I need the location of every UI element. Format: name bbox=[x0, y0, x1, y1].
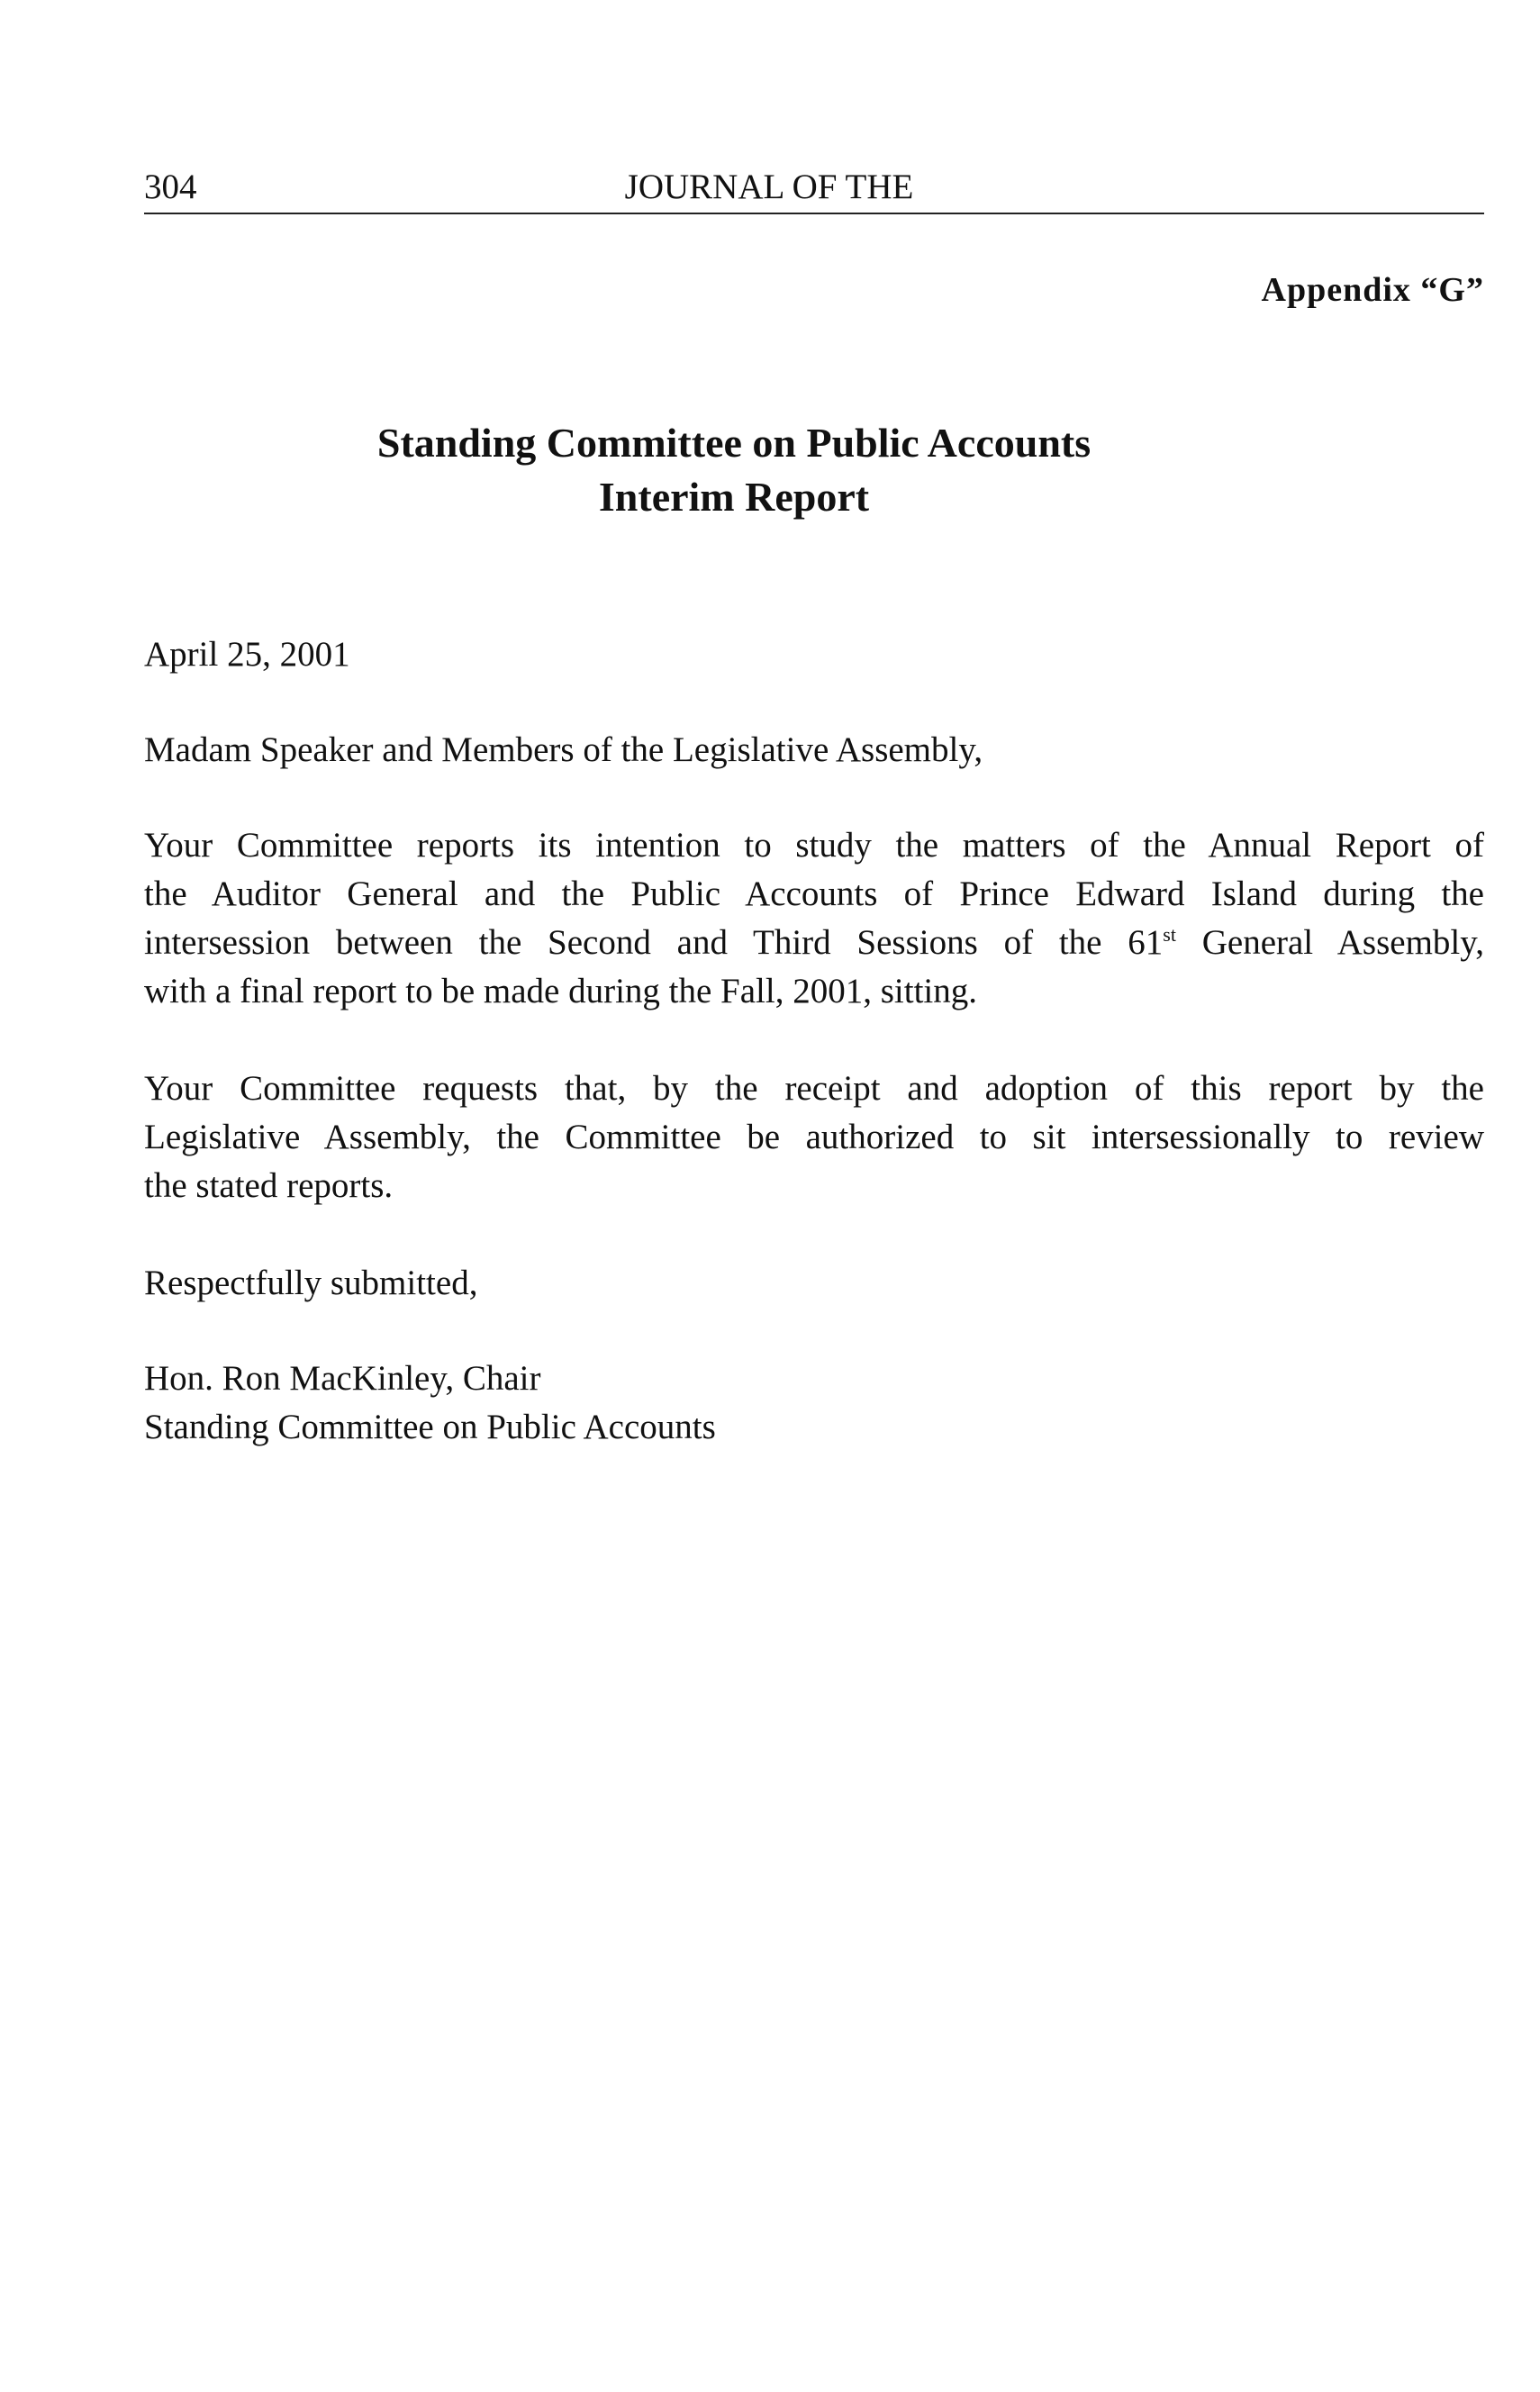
paragraph-line: the Auditor General and the Public Accounts of Prince Edward Island during the bbox=[144, 874, 1484, 913]
journal-title: JOURNAL OF THE bbox=[624, 168, 914, 206]
report-date: April 25, 2001 bbox=[144, 635, 350, 674]
salutation: Madam Speaker and Members of the Legislative Assembly, bbox=[144, 730, 983, 769]
running-header bbox=[144, 162, 1484, 214]
paragraph-line: with a final report to be made during the Fall, 2001, sitting. bbox=[144, 972, 977, 1010]
paragraph-line: Your Committee reports its intention to study the matters of the Annual Report of bbox=[144, 826, 1484, 865]
ordinal-suffix: st bbox=[1163, 923, 1176, 946]
report-title bbox=[0, 416, 1540, 524]
appendix-label: Appendix “G” bbox=[1261, 271, 1484, 309]
paragraph-line: the stated reports. bbox=[144, 1166, 394, 1205]
report-title-line-1: Standing Committee on Public Accounts bbox=[376, 420, 1092, 466]
paragraph-text: General Assembly, bbox=[1175, 923, 1484, 962]
paragraph-line: Legislative Assembly, the Committee be authorized to sit intersessionally to review bbox=[144, 1118, 1484, 1156]
paragraph-line bbox=[144, 919, 1484, 967]
page-number: 304 bbox=[144, 168, 197, 206]
signatory-name: Hon. Ron MacKinley, Chair bbox=[144, 1359, 541, 1398]
paragraph-request bbox=[144, 1065, 1484, 1210]
report-title-line-2: Interim Report bbox=[598, 474, 870, 520]
paragraph-intention bbox=[144, 821, 1484, 1016]
paragraph-text: intersession between the Second and Third Sessions of the 61 bbox=[144, 923, 1164, 962]
paragraph-line: Your Committee requests that, by the receipt and adoption of this report by the bbox=[144, 1069, 1484, 1108]
signature-block bbox=[144, 1355, 1484, 1452]
closing: Respectfully submitted, bbox=[144, 1264, 478, 1302]
signatory-committee: Standing Committee on Public Accounts bbox=[144, 1408, 716, 1446]
